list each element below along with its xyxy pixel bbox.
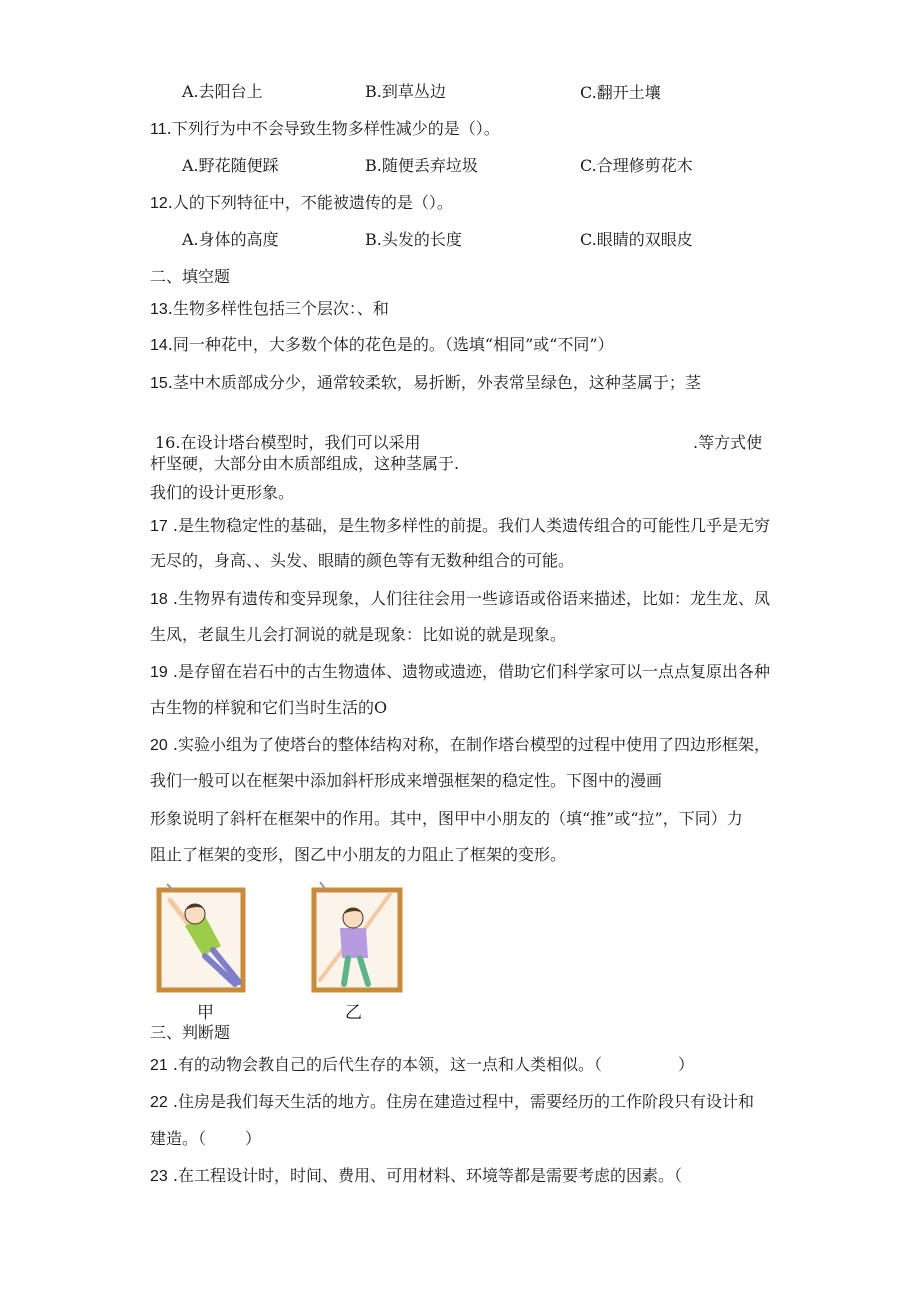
- frame-pull-illustration: [155, 876, 250, 994]
- leg: [344, 958, 348, 984]
- q12-question: [150, 190, 453, 213]
- q22-answer-close: ）: [245, 1129, 262, 1148]
- q21-text: .有的动物会教自己的后代生存的本领，这一点和人类相似。（: [172, 1055, 602, 1074]
- q10-option-b: B.到草丛边: [365, 82, 446, 101]
- q12-number: 12: [150, 195, 168, 212]
- q15-text: .茎中木质部成分少，通常较柔软，易折断，外表常呈绿色，这种茎属于；茎: [167, 373, 701, 392]
- q16-line1-start: 16.在设计塔台模型时，我们可以采用: [155, 433, 421, 452]
- q10-option-c: C.翻开土壤: [580, 83, 661, 102]
- q14-number: 14: [150, 337, 168, 354]
- q20-line4: 阻止了框架的变形，图乙中小朋友的力阻止了框架的变形。: [150, 845, 567, 864]
- q15-number: 15: [150, 375, 168, 392]
- q10-option-a: A.去阳台上: [182, 82, 263, 101]
- q11-question: [150, 116, 500, 139]
- q22-number: 22: [150, 1094, 168, 1111]
- q16-line3: 我们的设计更形象。: [150, 483, 295, 502]
- q21-number: 21: [150, 1057, 168, 1074]
- q22-line2: 建造。（: [150, 1129, 207, 1148]
- q18-line2: 生凤，老鼠生儿会打洞说的就是现象：比如说的就是现象。: [150, 625, 567, 644]
- purple-shirt: [340, 928, 368, 958]
- q20-line1: [150, 732, 770, 755]
- q22-text: .住房是我们每天生活的地方。住房在建造过程中，需要经历的工作阶段只有设计和: [172, 1092, 754, 1111]
- q12-option-a: A.身体的高度: [182, 230, 279, 249]
- q18-number: 18: [150, 591, 168, 608]
- q20-line2: 我们一般可以在框架中添加斜杆形成来增强框架的稳定性。下图中的漫画: [150, 771, 663, 790]
- q17-line2: 无尽的，身高、、头发、眼睛的颜色等有无数种组合的可能。: [150, 551, 575, 570]
- q11-option-b: B.随便丢弃垃圾: [365, 156, 478, 175]
- q23-text: .在工程设计时，时间、费用、可用材料、环境等都是需要考虑的因素。（: [172, 1166, 682, 1185]
- q18-text: .生物界有遗传和变异现象，人们往往会用一些谚语或俗语来描述，比如：龙生龙、凤: [172, 589, 770, 608]
- q11-text: .下列行为中不会导致生物多样性减少的是（）。: [166, 119, 500, 138]
- q16-line1-end: .等方式使: [693, 433, 763, 452]
- q13-text: .生物多样性包括三个层次：、和: [167, 299, 389, 318]
- q20-line3: 形象说明了斜杆在框架中的作用。其中，图甲中小朋友的（填“推”或“拉”，下同）力: [150, 809, 743, 828]
- q23-question: [150, 1163, 682, 1186]
- q17-number: 17: [150, 518, 168, 535]
- frame-push-illustration: [310, 876, 405, 994]
- q11-option-a: A.野花随便踩: [182, 156, 279, 175]
- q12-option-c: C.眼睛的双眼皮: [580, 230, 693, 249]
- q17-line1: [150, 513, 770, 536]
- q19-line1: [150, 659, 770, 682]
- q20-text: .实验小组为了使塔台的整体结构对称，在制作塔台模型的过程中使用了四边形框架，: [172, 735, 770, 754]
- section-fill-in-heading: 二、填空题: [150, 269, 231, 286]
- q21-answer-close: ）: [678, 1055, 695, 1074]
- q18-line1: [150, 586, 770, 609]
- figure-caption-jia: 甲: [197, 1003, 214, 1022]
- q19-number: 19: [150, 664, 168, 681]
- section-judgement-heading: 三、判断题: [150, 1025, 231, 1042]
- q12-text: .人的下列特征中，不能被遗传的是（）。: [167, 193, 453, 212]
- q15-question: [150, 370, 701, 393]
- q11-number: 11: [150, 121, 167, 138]
- figure-jia-illustration: [155, 876, 250, 994]
- q19-text: .是存留在岩石中的古生物遗体、遗物或遗迹，借助它们科学家可以一点点复原出各种: [172, 662, 770, 681]
- q17-text: .是生物稳定性的基础，是生物多样性的前提。我们人类遗传组合的可能性几乎是无穷: [172, 516, 770, 535]
- q22-line1: [150, 1089, 754, 1112]
- q14-text: .同一种花中，大多数个体的花色是的。（选填“相同”或“不同”）: [167, 335, 614, 354]
- q20-number: 20: [150, 737, 168, 754]
- q23-number: 23: [150, 1168, 168, 1185]
- q16-line2: 杆坚硬，大部分由木质部组成，这种茎属于.: [150, 454, 460, 473]
- q13-question: [150, 296, 389, 319]
- q19-line2: 古生物的样貌和它们当时生活的O: [150, 698, 388, 717]
- q11-option-c: C.合理修剪花木: [580, 156, 693, 175]
- q14-question: [150, 332, 614, 355]
- figure-caption-yi: 乙: [345, 1003, 362, 1022]
- q21-question: [150, 1052, 602, 1075]
- q13-number: 13: [150, 301, 168, 318]
- q12-option-b: B.头发的长度: [365, 230, 462, 249]
- figure-yi-illustration: [310, 876, 405, 994]
